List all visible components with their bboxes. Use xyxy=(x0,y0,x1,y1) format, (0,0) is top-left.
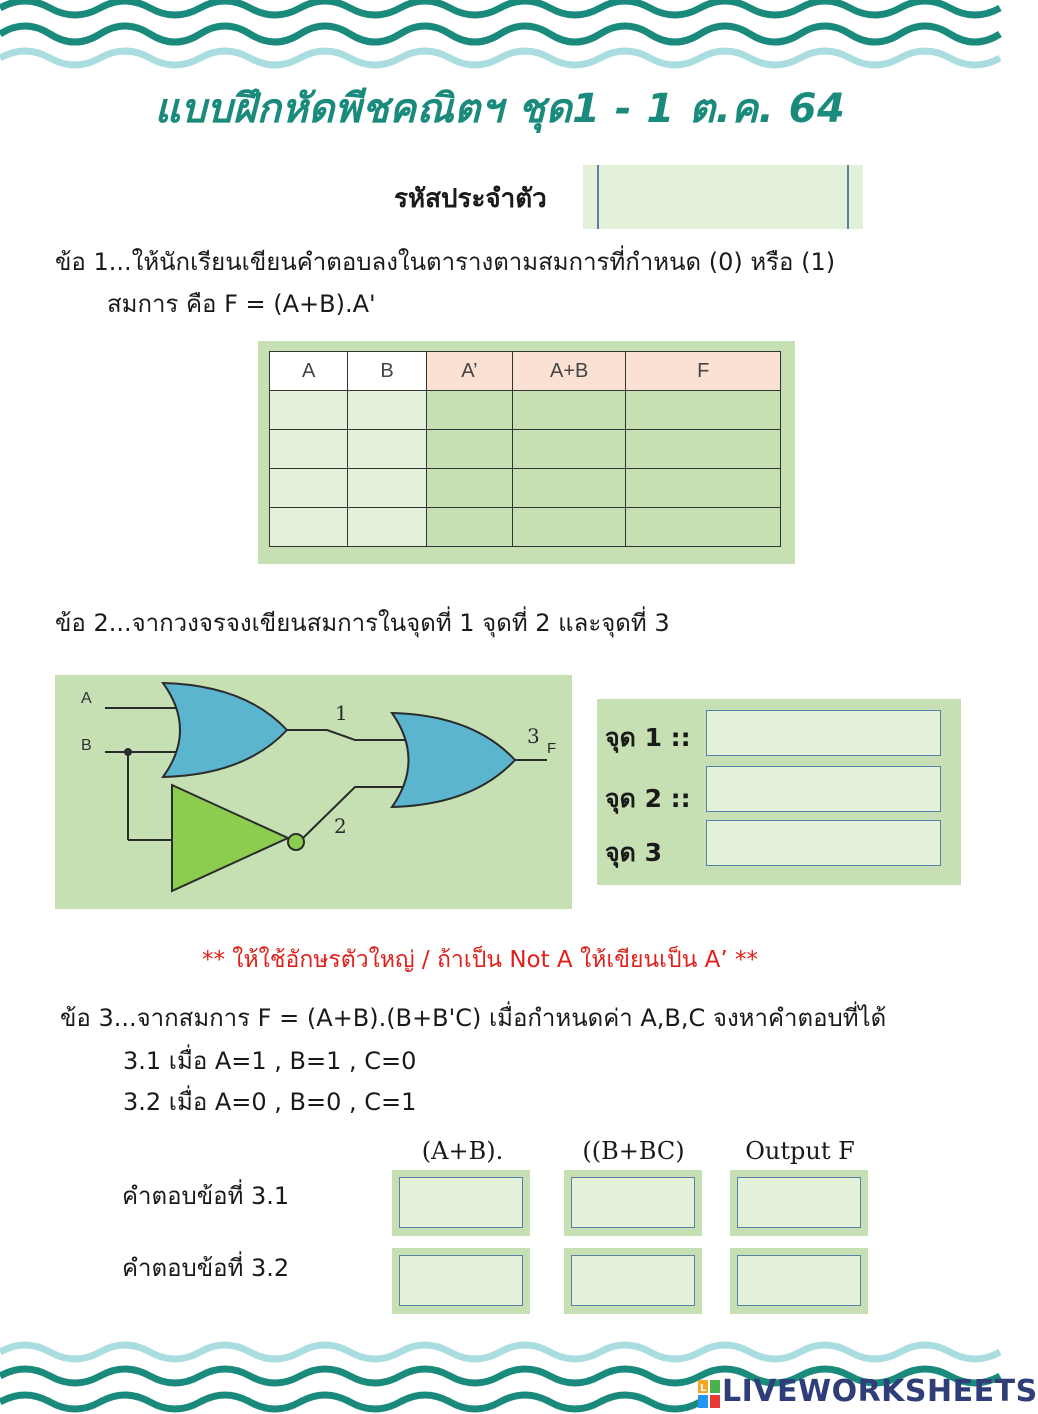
cell-a-or-b[interactable] xyxy=(513,508,626,547)
q3-sub-2: 3.2 เมื่อ A=0 , B=0 , C=1 xyxy=(123,1088,417,1116)
header-b: B xyxy=(348,352,426,391)
cell-b[interactable] xyxy=(348,508,426,547)
cell-a[interactable] xyxy=(270,508,348,547)
liveworksheets-brand: LIVEWORKSHEETS xyxy=(722,1374,1038,1409)
logic-circuit-diagram xyxy=(55,675,572,909)
cell-b[interactable] xyxy=(348,469,426,508)
q3-instruction: ข้อ 3...จากสมการ F = (A+B).(B+B'C) เมื่อกำหนดค่า A,B,C จงหาคำตอบที่ได้ xyxy=(60,1004,887,1032)
cell-f[interactable] xyxy=(626,469,781,508)
not-gate-bubble xyxy=(288,834,304,850)
cell-f[interactable] xyxy=(626,430,781,469)
answer-3-1-output-input[interactable] xyxy=(737,1177,861,1228)
cell-a-not[interactable] xyxy=(426,508,512,547)
cell-a[interactable] xyxy=(270,391,348,430)
node-3-label: 3 xyxy=(527,724,540,748)
student-id-border-right xyxy=(847,165,849,229)
cell-f[interactable] xyxy=(626,391,781,430)
truth-table xyxy=(269,351,781,547)
cell-a-or-b[interactable] xyxy=(513,430,626,469)
table-row xyxy=(270,508,781,547)
cell-a[interactable] xyxy=(270,469,348,508)
truth-table-header xyxy=(270,352,781,391)
cell-a-or-b[interactable] xyxy=(513,391,626,430)
node-1-label: 1 xyxy=(335,701,348,725)
cell-f[interactable] xyxy=(626,508,781,547)
answer-3-2-b-term-input[interactable] xyxy=(571,1255,695,1306)
column-header-b-term: ((B+BC) xyxy=(582,1137,685,1165)
header-a-or-b: A+B xyxy=(513,352,626,391)
header-a-not: A’ xyxy=(426,352,512,391)
student-id-border-left xyxy=(597,165,599,229)
answer-3-2-a-or-b-input[interactable] xyxy=(399,1255,523,1306)
page-title: แบบฝึกหัดพีชคณิตฯ ชุด1 - 1 ต.ค. 64 xyxy=(154,86,846,132)
top-wave-decoration xyxy=(0,0,1000,70)
student-id-field[interactable] xyxy=(583,165,863,229)
header-f: F xyxy=(626,352,781,391)
point-3-label: จุด 3 xyxy=(605,838,662,867)
cell-a-not[interactable] xyxy=(426,469,512,508)
circuit-background xyxy=(55,675,572,909)
instruction-note: ** ให้ใช้อักษรตัวใหญ่ / ถ้าเป็น Not A ให้เขียนเป็น A’ ** xyxy=(201,947,759,973)
output-f-label: F xyxy=(547,740,557,757)
input-a-label: A xyxy=(81,690,92,707)
table-row xyxy=(270,469,781,508)
cell-a-or-b[interactable] xyxy=(513,469,626,508)
cell-b[interactable] xyxy=(348,391,426,430)
logo-mark-l: L xyxy=(700,1383,707,1394)
header-a: A xyxy=(270,352,348,391)
answer-3-2-label: คำตอบข้อที่ 3.2 xyxy=(122,1254,290,1282)
q1-instruction: ข้อ 1...ให้นักเรียนเขียนคำตอบลงในตารางตามสมการที่กำหนด (0) หรือ (1) xyxy=(55,248,836,276)
q1-equation: สมการ คือ F = (A+B).A' xyxy=(107,290,376,318)
table-row xyxy=(270,391,781,430)
cell-a[interactable] xyxy=(270,430,348,469)
cell-a-not[interactable] xyxy=(426,391,512,430)
cell-a-not[interactable] xyxy=(426,430,512,469)
answer-3-2-output-input[interactable] xyxy=(737,1255,861,1306)
input-b-label: B xyxy=(81,737,92,754)
liveworksheets-logo-icon xyxy=(698,1380,720,1408)
column-header-a-or-b: (A+B). xyxy=(421,1137,504,1165)
cell-b[interactable] xyxy=(348,430,426,469)
point-1-input[interactable] xyxy=(706,710,941,756)
table-row xyxy=(270,430,781,469)
answer-3-1-b-term-input[interactable] xyxy=(571,1177,695,1228)
node-2-label: 2 xyxy=(334,814,347,838)
point-2-label: จุด 2 :: xyxy=(605,784,691,813)
q2-instruction: ข้อ 2...จากวงจรจงเขียนสมการในจุดที่ 1 จุดที่ 2 และจุดที่ 3 xyxy=(55,609,670,637)
point-2-input[interactable] xyxy=(706,766,941,812)
answer-3-1-a-or-b-input[interactable] xyxy=(399,1177,523,1228)
junction-dot xyxy=(124,748,132,756)
q3-sub-1: 3.1 เมื่อ A=1 , B=1 , C=0 xyxy=(123,1047,417,1075)
student-id-label: รหัสประจำตัว xyxy=(394,184,547,214)
point-3-input[interactable] xyxy=(706,820,941,866)
point-1-label: จุด 1 :: xyxy=(605,723,691,752)
answer-3-1-label: คำตอบข้อที่ 3.1 xyxy=(122,1182,290,1210)
column-header-output-f: Output F xyxy=(745,1137,855,1165)
